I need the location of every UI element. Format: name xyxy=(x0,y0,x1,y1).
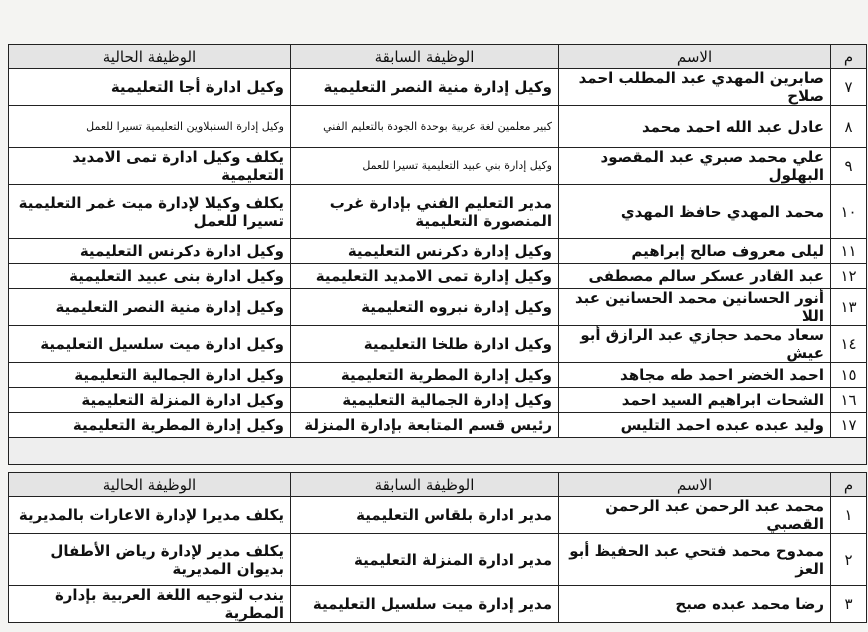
row-current-job: وكيل ادارة أجا التعليمية xyxy=(9,69,291,106)
row-previous-job: وكيل إدارة تمى الامديد التعليمية xyxy=(291,264,559,289)
row-name: علي محمد صبري عبد المقصود البهلول xyxy=(559,148,831,185)
row-name: ليلى معروف صالح إبراهيم xyxy=(559,239,831,264)
row-previous-job: كبير معلمين لغة عربية بوحدة الجودة بالتعليم الفني xyxy=(291,106,559,148)
assignments-table-1 xyxy=(8,44,867,465)
row-num: ٣ xyxy=(831,586,867,623)
header-previous-job: الوظيفة السابقة xyxy=(291,45,559,69)
row-num: ١٣ xyxy=(831,289,867,326)
row-previous-job: مدير ادارة المنزلة التعليمية xyxy=(291,534,559,586)
row-num: ١ xyxy=(831,497,867,534)
row-current-job: يكلف مدير لإدارة رياض الأطفال بديوان المديرية xyxy=(9,534,291,586)
row-name: عادل عبد الله احمد محمد xyxy=(559,106,831,148)
row-num: ١٧ xyxy=(831,413,867,438)
row-num: ٢ xyxy=(831,534,867,586)
row-current-job: يكلف مديرا لإدارة الاعارات بالمديرية xyxy=(9,497,291,534)
row-current-job: وكيل ادارة ميت سلسيل التعليمية xyxy=(9,326,291,363)
row-name: احمد الخضر احمد طه مجاهد xyxy=(559,363,831,388)
table-row xyxy=(9,586,867,623)
row-previous-job: وكيل إدارة منية النصر التعليمية xyxy=(291,69,559,106)
table-spacer-row xyxy=(9,438,867,465)
row-current-job: يكلف وكيلا لإدارة ميت غمر التعليمية تسيرا للعمل xyxy=(9,185,291,239)
row-name: رضا محمد عبده صبح xyxy=(559,586,831,623)
row-previous-job: وكيل إدارة بني عبيد التعليمية تسيرا للعمل xyxy=(291,148,559,185)
table-row xyxy=(9,264,867,289)
row-name: صابرين المهدي عبد المطلب احمد صلاح xyxy=(559,69,831,106)
row-previous-job: وكيل إدارة دكرنس التعليمية xyxy=(291,239,559,264)
row-previous-job: وكيل إدارة المطرية التعليمية xyxy=(291,363,559,388)
table-row xyxy=(9,148,867,185)
header-num: م xyxy=(831,45,867,69)
header-current-job: الوظيفة الحالية xyxy=(9,473,291,497)
header-current-job: الوظيفة الحالية xyxy=(9,45,291,69)
row-name: محمد المهدي حافظ المهدي xyxy=(559,185,831,239)
row-name: وليد عبده عبده احمد التليس xyxy=(559,413,831,438)
row-previous-job: مدير إدارة ميت سلسيل التعليمية xyxy=(291,586,559,623)
row-current-job: وكيل ادارة دكرنس التعليمية xyxy=(9,239,291,264)
header-name: الاسم xyxy=(559,45,831,69)
header-previous-job: الوظيفة السابقة xyxy=(291,473,559,497)
row-current-job: وكيل ادارة الجمالية التعليمية xyxy=(9,363,291,388)
table-row xyxy=(9,388,867,413)
row-num: ١٠ xyxy=(831,185,867,239)
row-current-job: وكيل ادارة بنى عبيد التعليمية xyxy=(9,264,291,289)
row-num: ١٤ xyxy=(831,326,867,363)
row-num: ٨ xyxy=(831,106,867,148)
table-row xyxy=(9,69,867,106)
row-current-job: وكيل إدارة السنبلاوين التعليمية تسيرا للعمل xyxy=(9,106,291,148)
table-row xyxy=(9,185,867,239)
table-row xyxy=(9,106,867,148)
table-row xyxy=(9,326,867,363)
row-name: أنور الحسانين محمد الحسانين عبد اللا xyxy=(559,289,831,326)
header-num: م xyxy=(831,473,867,497)
row-num: ١٥ xyxy=(831,363,867,388)
row-name: عبد القادر عسكر سالم مصطفى xyxy=(559,264,831,289)
row-current-job: وكيل إدارة المطرية التعليمية xyxy=(9,413,291,438)
row-name: سعاد محمد حجازي عبد الرازق أبو عيش xyxy=(559,326,831,363)
row-current-job: وكيل إدارة منية النصر التعليمية xyxy=(9,289,291,326)
row-previous-job: وكيل ادارة طلخا التعليمية xyxy=(291,326,559,363)
row-current-job: يندب لتوجيه اللغة العربية بإدارة المطرية xyxy=(9,586,291,623)
table-row xyxy=(9,289,867,326)
table-row xyxy=(9,413,867,438)
row-num: ١٦ xyxy=(831,388,867,413)
header-name: الاسم xyxy=(559,473,831,497)
table-row xyxy=(9,534,867,586)
row-current-job: يكلف وكيل ادارة تمى الامديد التعليمية xyxy=(9,148,291,185)
assignments-table-2 xyxy=(8,472,867,623)
table-row xyxy=(9,497,867,534)
table-row xyxy=(9,363,867,388)
row-name: ممدوح محمد فتحي عبد الحفيظ أبو العز xyxy=(559,534,831,586)
row-num: ٩ xyxy=(831,148,867,185)
row-previous-job: مدير التعليم الفني بإدارة غرب المنصورة التعليمية xyxy=(291,185,559,239)
row-name: محمد عبد الرحمن عبد الرحمن القصبي xyxy=(559,497,831,534)
row-num: ١٢ xyxy=(831,264,867,289)
row-num: ١١ xyxy=(831,239,867,264)
row-previous-job: مدير ادارة بلقاس التعليمية xyxy=(291,497,559,534)
row-name: الشحات ابراهيم السيد احمد xyxy=(559,388,831,413)
row-previous-job: رئيس قسم المتابعة بإدارة المنزلة xyxy=(291,413,559,438)
row-previous-job: وكيل إدارة الجمالية التعليمية xyxy=(291,388,559,413)
row-previous-job: وكيل إدارة نبروه التعليمية xyxy=(291,289,559,326)
row-current-job: وكيل ادارة المنزلة التعليمية xyxy=(9,388,291,413)
row-num: ٧ xyxy=(831,69,867,106)
table-row xyxy=(9,239,867,264)
